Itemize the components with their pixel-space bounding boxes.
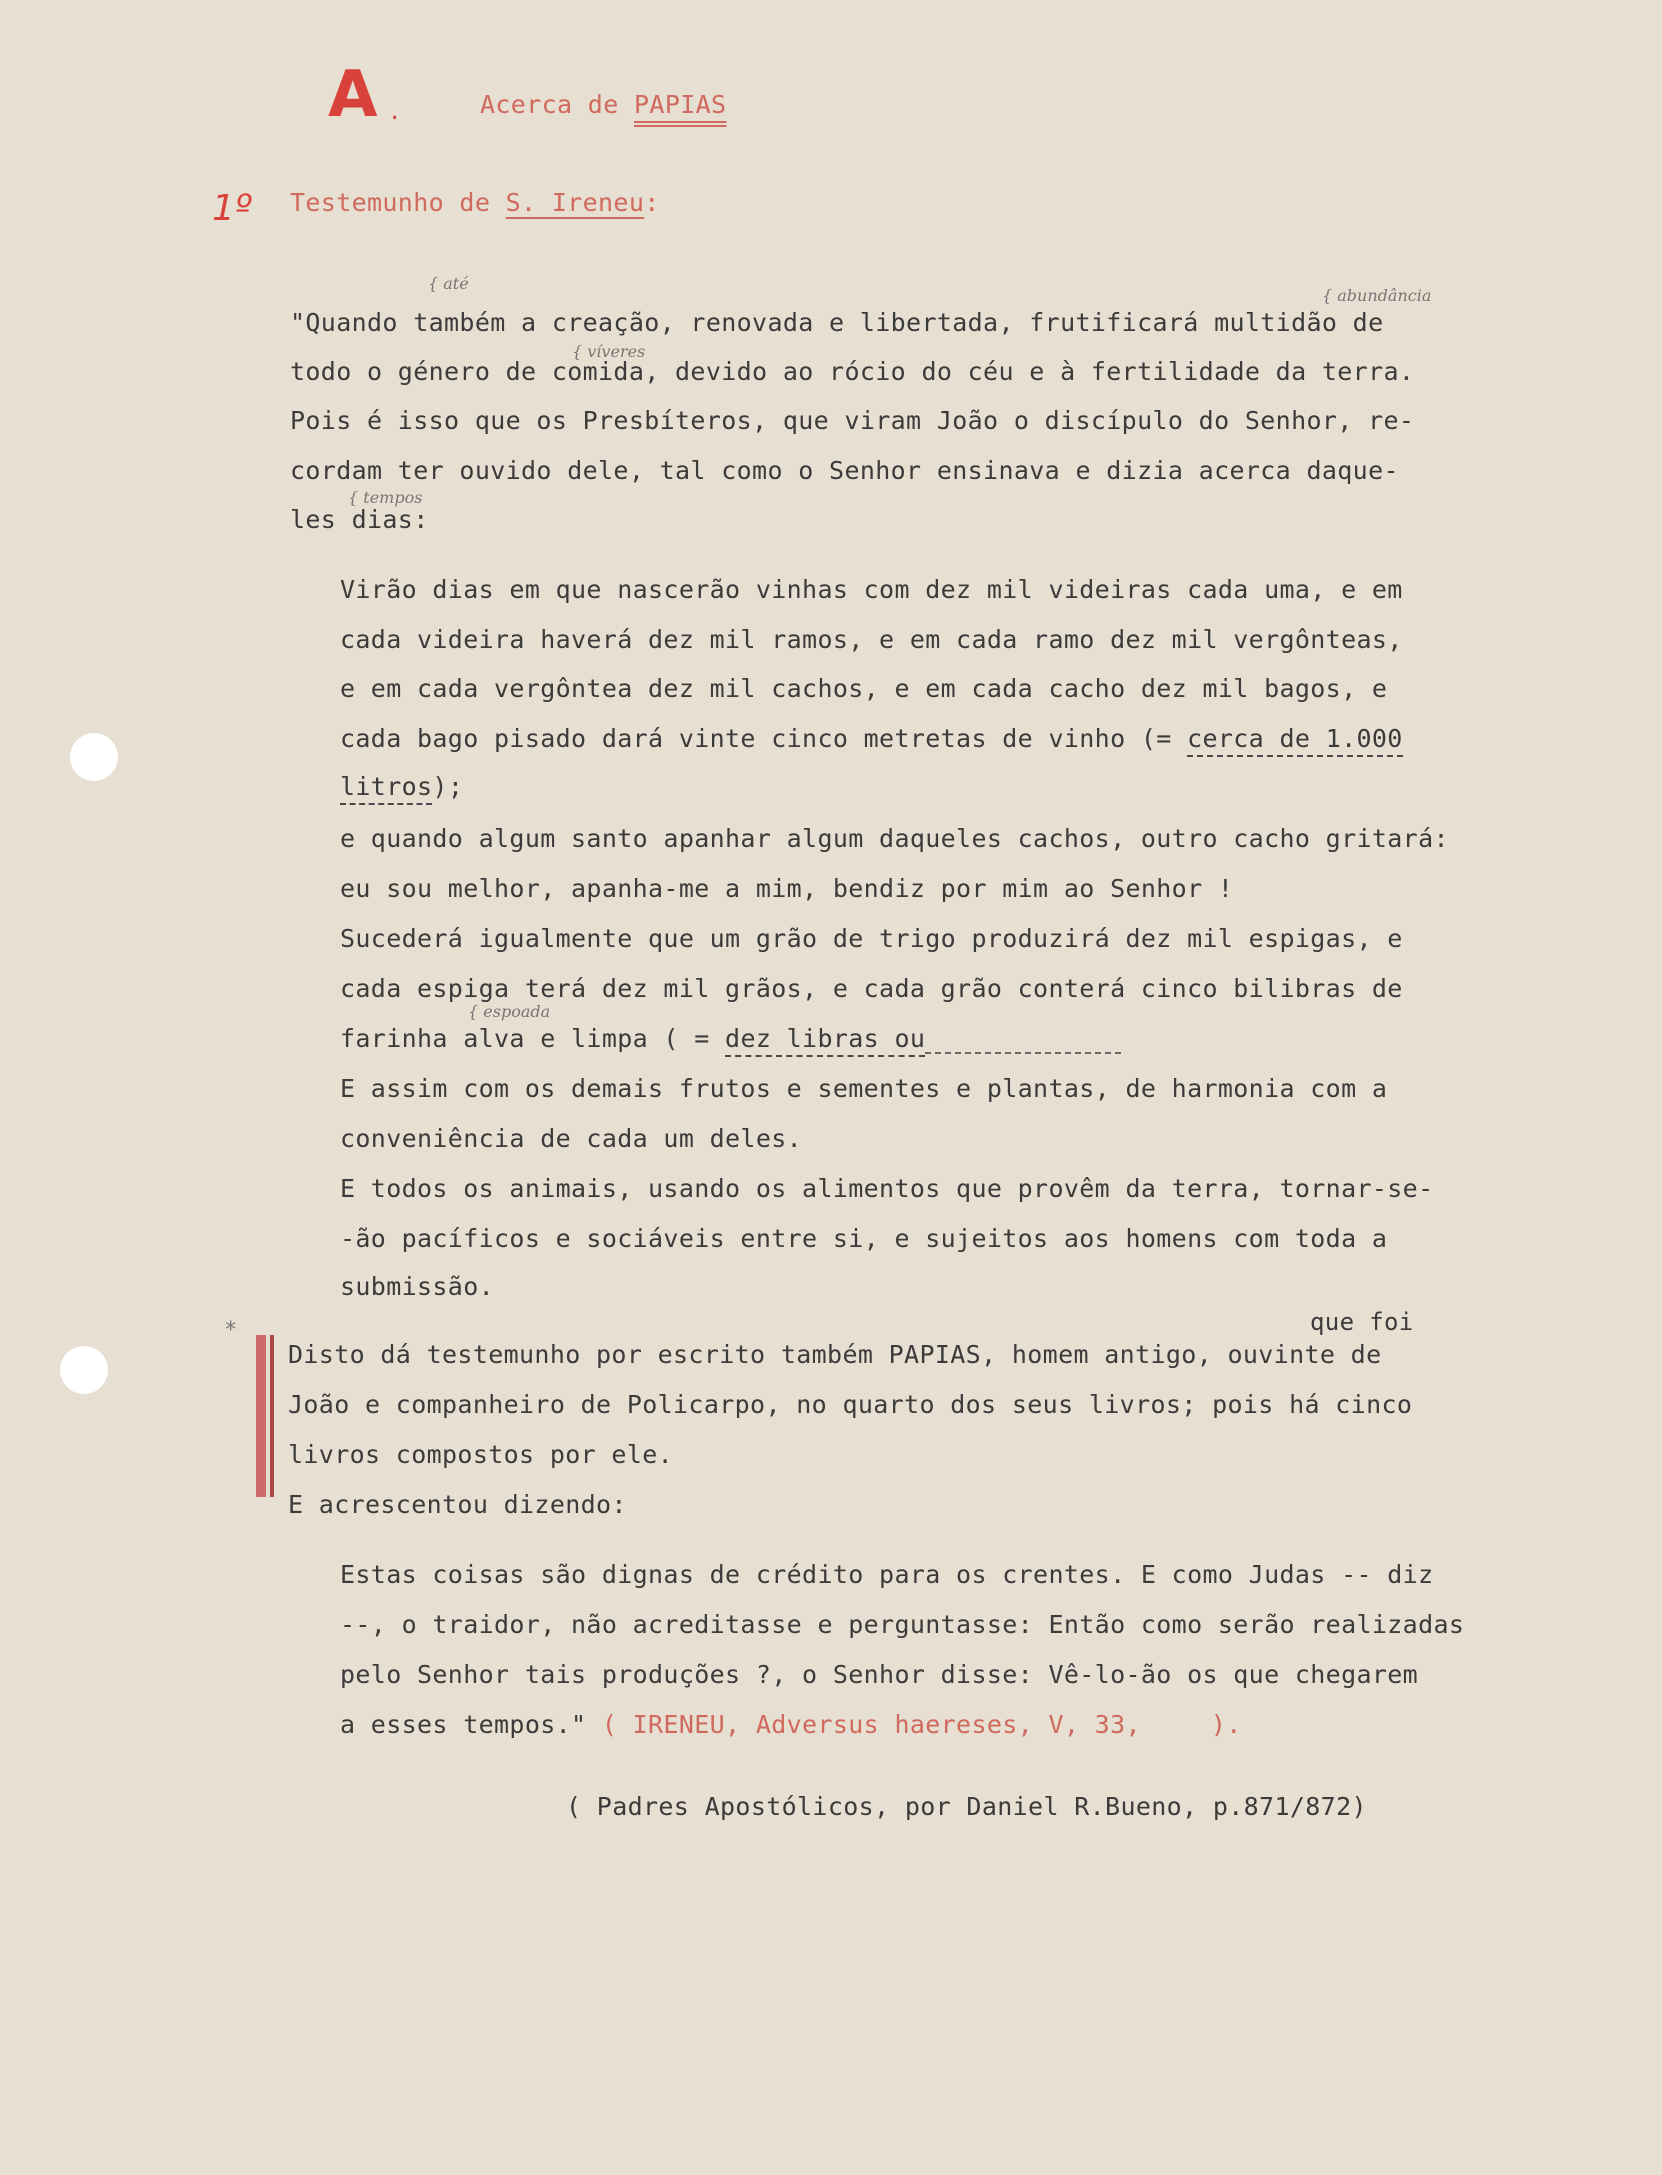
quote1-line: Sucederá igualmente que um grão de trigo produzirá dez mil espigas, e xyxy=(340,924,1403,953)
paragraph1-line: "Quando também a creação, renovada e libertada, frutificará multidão de xyxy=(290,308,1384,337)
quote1-line xyxy=(340,1024,1121,1054)
quote1-line: cada espiga terá dez mil grãos, e cada grão conterá cinco bilibras de xyxy=(340,974,1403,1003)
reference-close: ). xyxy=(1210,1710,1242,1739)
section-label xyxy=(290,188,660,217)
paragraph1-line: cordam ter ouvido dele, tal como o Senhor ensinava e dizia acerca daque- xyxy=(290,456,1399,485)
quote1-dashed-text: litros xyxy=(340,772,432,805)
margin-bracket xyxy=(256,1335,266,1497)
quote1-line: cada videira haverá dez mil ramos, e em cada ramo dez mil vergônteas, xyxy=(340,625,1403,654)
paragraph2-line: E acrescentou dizendo: xyxy=(288,1490,627,1519)
quote1-line xyxy=(340,724,1403,753)
paragraph1-line: todo o género de comida, devido ao rócio do céu e à fertilidade da terra. xyxy=(290,357,1415,386)
section-letter-dot: . xyxy=(388,100,402,125)
quote1-line: E assim com os demais frutos e sementes e plantas, de harmonia com a xyxy=(340,1074,1388,1103)
paragraph2-line: Disto dá testemunho por escrito também PAPIAS, homem antigo, ouvinte de xyxy=(288,1340,1382,1369)
quote2-line: --, o traidor, não acreditasse e perguntasse: Então como serão realizadas xyxy=(340,1610,1465,1639)
section-letter: A xyxy=(328,58,378,132)
paragraph2-line: João e companheiro de Policarpo, no quarto dos seus livros; pois há cinco xyxy=(288,1390,1413,1419)
quote1-line: E todos os animais, usando os alimentos que provêm da terra, tornar-se- xyxy=(340,1174,1434,1203)
title-name: PAPIAS xyxy=(634,90,727,119)
annotation-viveres: { víveres xyxy=(572,342,646,361)
quote1-line: e em cada vergôntea dez mil cachos, e em cada cacho dez mil bagos, e xyxy=(340,674,1388,703)
page-title xyxy=(480,90,726,119)
quote1-line: eu sou melhor, apanha-me a mim, bendiz por mim ao Senhor ! xyxy=(340,874,1234,903)
quote1-dashed-text: cerca de 1.000 xyxy=(1187,724,1403,757)
paragraph1-line: Pois é isso que os Presbíteros, que viram João o discípulo do Senhor, re- xyxy=(290,406,1415,435)
margin-bracket xyxy=(270,1335,274,1497)
margin-asterisk: * xyxy=(224,1318,238,1343)
quote1-dashed-text: dez libras ou xyxy=(725,1024,925,1057)
blank-line xyxy=(925,1052,1121,1054)
annotation-espoada: { espoada xyxy=(468,1002,551,1021)
section-number: 1º xyxy=(212,188,252,229)
title-prefix: Acerca de xyxy=(480,90,619,119)
section-label-name: S. Ireneu xyxy=(505,188,645,217)
quote2-line: pelo Senhor tais produções ?, o Senhor disse: Vê-lo-ão os que chegarem xyxy=(340,1660,1419,1689)
annotation-abundancia: { abundância xyxy=(1322,286,1432,305)
section-label-suffix: : xyxy=(644,188,660,217)
paragraph1-line: les dias: xyxy=(290,505,429,534)
annotation-ate: { até xyxy=(428,274,469,293)
quote2-text: a esses tempos." xyxy=(340,1710,602,1739)
quote1-text: cada bago pisado dará vinte cinco metretas de vinho (= xyxy=(340,724,1188,753)
paragraph2-line: livros compostos por ele. xyxy=(288,1440,674,1469)
quote1-line: -ão pacíficos e sociáveis entre si, e sujeitos aos homens com toda a xyxy=(340,1224,1388,1253)
quote1-text: ); xyxy=(432,772,464,801)
source-citation: ( Padres Apostólicos, por Daniel R.Bueno, p.871/872) xyxy=(566,1792,1367,1821)
punch-hole xyxy=(70,733,118,781)
annotation-que-foi: que foi xyxy=(1310,1308,1414,1336)
reference-citation: ( IRENEU, Adversus haereses, V, 33, xyxy=(601,1710,1141,1739)
quote2-line: Estas coisas são dignas de crédito para os crentes. E como Judas -- diz xyxy=(340,1560,1434,1589)
annotation-tempos: { tempos xyxy=(348,488,423,507)
quote1-line xyxy=(340,772,463,801)
quote1-line: Virão dias em que nascerão vinhas com dez mil videiras cada uma, e em xyxy=(340,575,1403,604)
quote1-line: submissão. xyxy=(340,1272,495,1301)
quote1-text: farinha alva e limpa ( = xyxy=(340,1024,726,1053)
quote2-line xyxy=(340,1710,1242,1739)
quote1-line: e quando algum santo apanhar algum daqueles cachos, outro cacho gritará: xyxy=(340,824,1449,853)
quote1-line: conveniência de cada um deles. xyxy=(340,1124,803,1153)
section-label-prefix: Testemunho de xyxy=(290,188,506,217)
punch-hole xyxy=(60,1346,108,1394)
